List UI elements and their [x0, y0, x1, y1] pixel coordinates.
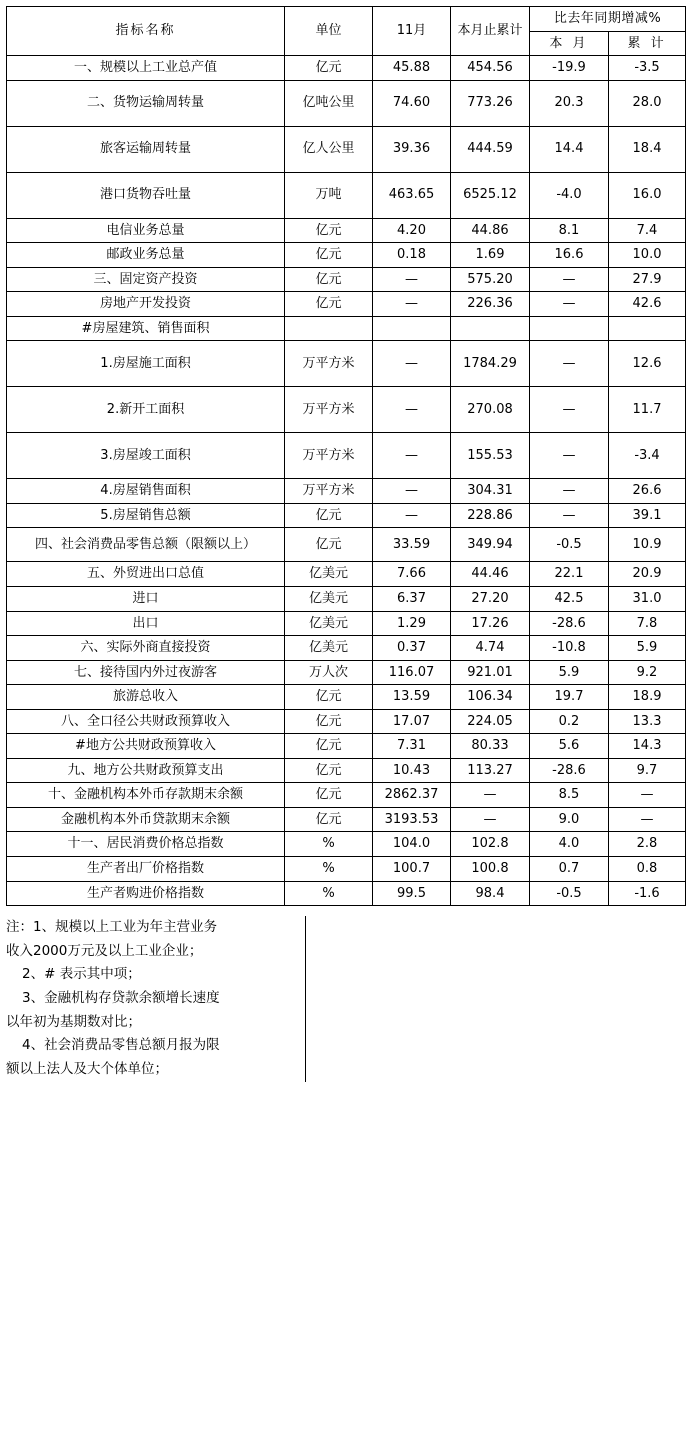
row-ytd-value: 100.8	[451, 857, 530, 882]
row-growth-month: —	[530, 267, 609, 292]
table-row	[7, 562, 686, 587]
row-ytd-value: 454.56	[451, 56, 530, 81]
row-month-value: 13.59	[373, 685, 451, 710]
table-row	[7, 636, 686, 661]
column-header-growth: 比去年同期增减%	[530, 7, 686, 32]
row-month-value	[373, 316, 451, 341]
row-indicator-name: 1.房屋施工面积	[7, 341, 285, 387]
row-month-value: 74.60	[373, 80, 451, 126]
row-unit: 亿元	[285, 783, 373, 808]
row-unit: %	[285, 832, 373, 857]
table-row	[7, 660, 686, 685]
row-ytd-value: 444.59	[451, 126, 530, 172]
table-row	[7, 126, 686, 172]
row-growth-month: -0.5	[530, 881, 609, 906]
row-ytd-value: 921.01	[451, 660, 530, 685]
row-indicator-name: 房地产开发投资	[7, 292, 285, 317]
row-unit: %	[285, 881, 373, 906]
row-growth-ytd: 39.1	[609, 503, 686, 528]
row-growth-ytd: 10.0	[609, 243, 686, 268]
row-growth-month: 4.0	[530, 832, 609, 857]
row-growth-month: 8.5	[530, 783, 609, 808]
header-row-1	[7, 7, 686, 32]
row-ytd-value: 349.94	[451, 528, 530, 562]
row-ytd-value: 106.34	[451, 685, 530, 710]
row-ytd-value: 102.8	[451, 832, 530, 857]
note-line: 4、社会消费品零售总额月报为限	[22, 1037, 220, 1054]
row-month-value: 0.18	[373, 243, 451, 268]
row-month-value: —	[373, 387, 451, 433]
row-ytd-value: 224.05	[451, 709, 530, 734]
table-row	[7, 758, 686, 783]
row-ytd-value: 80.33	[451, 734, 530, 759]
row-ytd-value: 27.20	[451, 587, 530, 612]
table-row	[7, 267, 686, 292]
row-indicator-name: #房屋建筑、销售面积	[7, 316, 285, 341]
table-row	[7, 857, 686, 882]
row-month-value: —	[373, 341, 451, 387]
row-growth-month: 5.9	[530, 660, 609, 685]
row-month-value: 116.07	[373, 660, 451, 685]
row-growth-month: —	[530, 341, 609, 387]
row-month-value: 17.07	[373, 709, 451, 734]
row-growth-ytd: 10.9	[609, 528, 686, 562]
row-growth-ytd: 0.8	[609, 857, 686, 882]
row-indicator-name: 三、固定资产投资	[7, 267, 285, 292]
row-indicator-name: 邮政业务总量	[7, 243, 285, 268]
row-growth-ytd: —	[609, 807, 686, 832]
table-row	[7, 80, 686, 126]
row-unit: 亿美元	[285, 611, 373, 636]
row-growth-ytd: 13.3	[609, 709, 686, 734]
row-growth-ytd: 7.4	[609, 218, 686, 243]
row-month-value: 3193.53	[373, 807, 451, 832]
column-header-month: 11月	[373, 7, 451, 56]
row-indicator-name: 四、社会消费品零售总额（限额以上）	[7, 528, 285, 562]
row-unit: 亿元	[285, 734, 373, 759]
row-ytd-value: 773.26	[451, 80, 530, 126]
row-indicator-name: 七、接待国内外过夜游客	[7, 660, 285, 685]
row-growth-month: -28.6	[530, 611, 609, 636]
row-month-value: 0.37	[373, 636, 451, 661]
row-unit: 亿元	[285, 56, 373, 81]
row-indicator-name: 旅客运输周转量	[7, 126, 285, 172]
row-growth-month: -19.9	[530, 56, 609, 81]
row-indicator-name: 3.房屋竣工面积	[7, 433, 285, 479]
row-month-value: —	[373, 267, 451, 292]
table-row	[7, 433, 686, 479]
row-growth-ytd: 26.6	[609, 479, 686, 504]
row-month-value: 99.5	[373, 881, 451, 906]
row-month-value: —	[373, 479, 451, 504]
row-ytd-value: 98.4	[451, 881, 530, 906]
row-growth-ytd: -3.5	[609, 56, 686, 81]
row-growth-month: 5.6	[530, 734, 609, 759]
row-ytd-value: 226.36	[451, 292, 530, 317]
row-unit: 亿美元	[285, 587, 373, 612]
table-row	[7, 587, 686, 612]
row-month-value: 2862.37	[373, 783, 451, 808]
row-growth-ytd: -3.4	[609, 433, 686, 479]
row-growth-ytd: —	[609, 783, 686, 808]
row-unit: 亿元	[285, 267, 373, 292]
row-growth-month: -0.5	[530, 528, 609, 562]
row-unit: 万平方米	[285, 479, 373, 504]
row-unit: 亿元	[285, 243, 373, 268]
note-line: 收入2000万元及以上工业企业；	[6, 942, 203, 959]
row-indicator-name: 生产者出厂价格指数	[7, 857, 285, 882]
row-growth-ytd	[609, 316, 686, 341]
note-line: 以年初为基期数对比；	[6, 1013, 141, 1030]
row-indicator-name: 出口	[7, 611, 285, 636]
table-row	[7, 172, 686, 218]
row-ytd-value: —	[451, 807, 530, 832]
row-month-value: 6.37	[373, 587, 451, 612]
note-line: 2、# 表示其中项；	[22, 966, 141, 983]
row-ytd-value: 1784.29	[451, 341, 530, 387]
row-month-value: 33.59	[373, 528, 451, 562]
row-ytd-value: 4.74	[451, 636, 530, 661]
table-header	[7, 7, 686, 56]
row-month-value: —	[373, 292, 451, 317]
table-row	[7, 881, 686, 906]
row-unit: 亿元	[285, 685, 373, 710]
row-growth-ytd: 31.0	[609, 587, 686, 612]
row-ytd-value: 228.86	[451, 503, 530, 528]
row-growth-month: 22.1	[530, 562, 609, 587]
row-month-value: 4.20	[373, 218, 451, 243]
row-growth-month: —	[530, 503, 609, 528]
row-month-value: 7.31	[373, 734, 451, 759]
row-ytd-value: 44.86	[451, 218, 530, 243]
row-growth-ytd: 18.4	[609, 126, 686, 172]
row-unit: 亿美元	[285, 636, 373, 661]
row-growth-ytd: 16.0	[609, 172, 686, 218]
row-indicator-name: 八、全口径公共财政预算收入	[7, 709, 285, 734]
row-unit: 亿吨公里	[285, 80, 373, 126]
row-ytd-value	[451, 316, 530, 341]
table-row	[7, 709, 686, 734]
row-unit	[285, 316, 373, 341]
row-indicator-name: 五、外贸进出口总值	[7, 562, 285, 587]
table-row	[7, 611, 686, 636]
row-indicator-name: 六、实际外商直接投资	[7, 636, 285, 661]
row-ytd-value: 155.53	[451, 433, 530, 479]
row-growth-month: 14.4	[530, 126, 609, 172]
row-unit: 亿元	[285, 292, 373, 317]
row-growth-month: —	[530, 292, 609, 317]
table-row	[7, 783, 686, 808]
row-indicator-name: 电信业务总量	[7, 218, 285, 243]
row-unit: 万人次	[285, 660, 373, 685]
row-indicator-name: 进口	[7, 587, 285, 612]
column-header-indicator-name: 指标名称	[7, 7, 285, 56]
row-growth-month: —	[530, 479, 609, 504]
statistics-table	[6, 6, 686, 906]
column-header-growth-month: 本 月	[530, 31, 609, 56]
row-indicator-name: 4.房屋销售面积	[7, 479, 285, 504]
row-month-value: 7.66	[373, 562, 451, 587]
row-month-value: —	[373, 503, 451, 528]
table-row	[7, 479, 686, 504]
table-row	[7, 832, 686, 857]
row-month-value: 104.0	[373, 832, 451, 857]
row-ytd-value: 113.27	[451, 758, 530, 783]
row-growth-ytd: -1.6	[609, 881, 686, 906]
row-indicator-name: 5.房屋销售总额	[7, 503, 285, 528]
row-unit: 万吨	[285, 172, 373, 218]
row-indicator-name: 港口货物吞吐量	[7, 172, 285, 218]
row-month-value: 100.7	[373, 857, 451, 882]
row-indicator-name: 2.新开工面积	[7, 387, 285, 433]
table-row	[7, 316, 686, 341]
column-header-ytd: 本月止累计	[451, 7, 530, 56]
row-unit: 万平方米	[285, 387, 373, 433]
row-growth-month: -28.6	[530, 758, 609, 783]
row-unit: %	[285, 857, 373, 882]
table-row	[7, 503, 686, 528]
row-indicator-name: 十、金融机构本外币存款期末余额	[7, 783, 285, 808]
row-ytd-value: 6525.12	[451, 172, 530, 218]
row-growth-month: -4.0	[530, 172, 609, 218]
row-indicator-name: 二、货物运输周转量	[7, 80, 285, 126]
row-unit: 亿元	[285, 807, 373, 832]
row-growth-ytd: 18.9	[609, 685, 686, 710]
row-growth-month: —	[530, 433, 609, 479]
row-growth-ytd: 27.9	[609, 267, 686, 292]
row-growth-ytd: 5.9	[609, 636, 686, 661]
row-indicator-name: 金融机构本外币贷款期末余额	[7, 807, 285, 832]
row-ytd-value: 304.31	[451, 479, 530, 504]
table-row	[7, 734, 686, 759]
row-growth-month: -10.8	[530, 636, 609, 661]
row-growth-month: 9.0	[530, 807, 609, 832]
row-growth-month: 16.6	[530, 243, 609, 268]
row-growth-month: 8.1	[530, 218, 609, 243]
row-month-value: —	[373, 433, 451, 479]
row-unit: 亿美元	[285, 562, 373, 587]
row-indicator-name: 十一、居民消费价格总指数	[7, 832, 285, 857]
row-unit: 亿元	[285, 503, 373, 528]
notes-block	[6, 916, 306, 1081]
row-ytd-value: 1.69	[451, 243, 530, 268]
table-row	[7, 56, 686, 81]
row-growth-ytd: 7.8	[609, 611, 686, 636]
row-month-value: 45.88	[373, 56, 451, 81]
row-growth-month: 20.3	[530, 80, 609, 126]
row-unit: 亿元	[285, 758, 373, 783]
row-ytd-value: 270.08	[451, 387, 530, 433]
row-indicator-name: 一、规模以上工业总产值	[7, 56, 285, 81]
column-header-growth-ytd: 累 计	[609, 31, 686, 56]
row-indicator-name: 旅游总收入	[7, 685, 285, 710]
row-month-value: 1.29	[373, 611, 451, 636]
row-ytd-value: 575.20	[451, 267, 530, 292]
row-growth-month: —	[530, 387, 609, 433]
row-growth-ytd: 9.2	[609, 660, 686, 685]
row-growth-ytd: 2.8	[609, 832, 686, 857]
row-growth-month: 19.7	[530, 685, 609, 710]
row-growth-ytd: 42.6	[609, 292, 686, 317]
row-growth-month: 0.2	[530, 709, 609, 734]
row-growth-ytd: 20.9	[609, 562, 686, 587]
table-row	[7, 807, 686, 832]
row-unit: 亿人公里	[285, 126, 373, 172]
row-unit: 亿元	[285, 709, 373, 734]
row-ytd-value: 17.26	[451, 611, 530, 636]
row-indicator-name: 九、地方公共财政预算支出	[7, 758, 285, 783]
table-row	[7, 243, 686, 268]
row-ytd-value: —	[451, 783, 530, 808]
row-growth-month: 42.5	[530, 587, 609, 612]
row-growth-ytd: 11.7	[609, 387, 686, 433]
table-row	[7, 292, 686, 317]
row-unit: 万平方米	[285, 341, 373, 387]
note-line: 3、金融机构存贷款余额增长速度	[22, 990, 220, 1006]
note-line: 注：1、规模以上工业为年主营业务	[6, 919, 218, 936]
row-growth-ytd: 12.6	[609, 341, 686, 387]
row-growth-ytd: 14.3	[609, 734, 686, 759]
row-ytd-value: 44.46	[451, 562, 530, 587]
column-header-unit: 单位	[285, 7, 373, 56]
row-growth-month	[530, 316, 609, 341]
row-growth-ytd: 28.0	[609, 80, 686, 126]
table-row	[7, 685, 686, 710]
note-line: 额以上法人及大个体单位；	[6, 1060, 168, 1077]
row-growth-ytd: 9.7	[609, 758, 686, 783]
table-body	[7, 56, 686, 906]
table-row	[7, 218, 686, 243]
table-row	[7, 341, 686, 387]
statistics-report-page	[0, 6, 691, 1082]
row-unit: 亿元	[285, 528, 373, 562]
row-indicator-name: 生产者购进价格指数	[7, 881, 285, 906]
row-indicator-name: #地方公共财政预算收入	[7, 734, 285, 759]
row-month-value: 10.43	[373, 758, 451, 783]
row-growth-month: 0.7	[530, 857, 609, 882]
table-row	[7, 528, 686, 562]
row-month-value: 463.65	[373, 172, 451, 218]
row-unit: 亿元	[285, 218, 373, 243]
row-unit: 万平方米	[285, 433, 373, 479]
row-month-value: 39.36	[373, 126, 451, 172]
table-row	[7, 387, 686, 433]
